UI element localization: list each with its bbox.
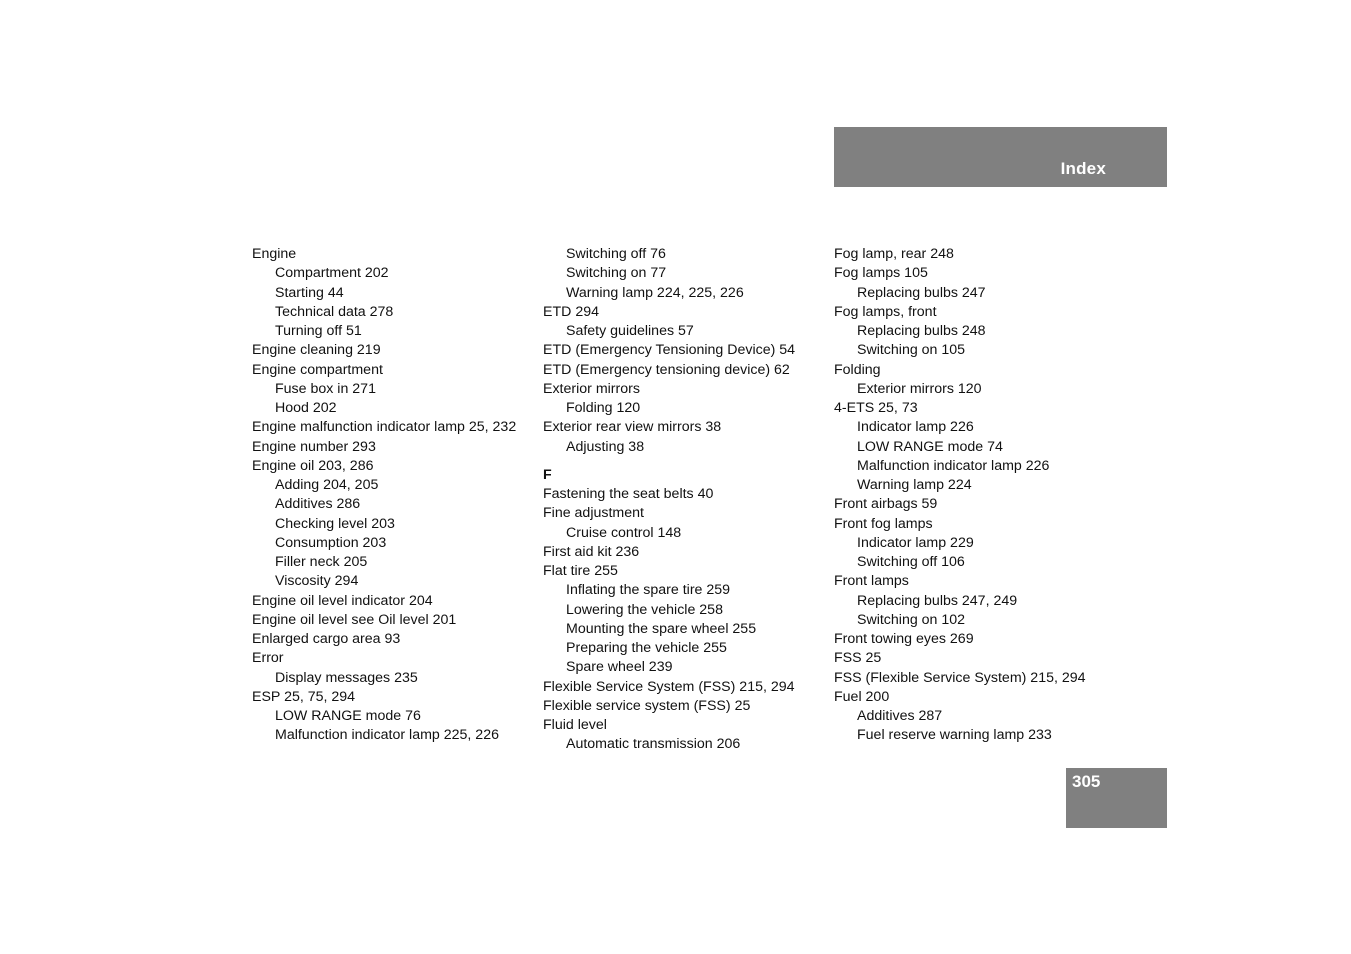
index-entry: ETD (Emergency tensioning device) 62	[543, 361, 790, 378]
index-subentry: Folding 120	[566, 400, 641, 416]
index-column-1	[252, 245, 540, 746]
index-subentry: Cruise control 148	[566, 524, 682, 541]
index-letter-heading: F	[543, 466, 552, 483]
index-entry: Engine oil 203, 286	[252, 457, 374, 474]
index-subentry: Replacing bulbs 247	[857, 284, 986, 301]
index-subentry: Replacing bulbs 248	[857, 323, 986, 339]
index-subentry: Switching off 76	[566, 246, 666, 262]
index-entry: Engine malfunction indicator lamp 25, 232	[252, 419, 517, 436]
index-entry: ETD 294	[543, 303, 599, 320]
index-subentry: LOW RANGE mode 76	[275, 708, 421, 724]
index-entry: Flexible service system (FSS) 25	[543, 697, 751, 714]
index-subentry: Malfunction indicator lamp 225, 226	[275, 727, 499, 744]
index-entry: Engine oil level indicator 204	[252, 592, 433, 609]
index-entry: Fuel 200	[834, 688, 890, 705]
index-subentry: Adjusting 38	[566, 438, 645, 455]
index-entry: ETD (Emergency Tensioning Device) 54	[543, 342, 796, 359]
index-subentry: Checking level 203	[275, 515, 395, 532]
index-entry: Flexible Service System (FSS) 215, 294	[543, 678, 795, 695]
index-subentry: Additives 286	[275, 496, 361, 513]
index-subentry: Adding 204, 205	[275, 477, 379, 493]
index-entry: Front fog lamps	[834, 515, 933, 532]
index-subentry: Malfunction indicator lamp 226	[857, 457, 1050, 474]
index-entry: Engine cleaning 219	[252, 342, 381, 359]
index-entry: Engine number 293	[252, 438, 376, 455]
page-number-tab	[1066, 768, 1167, 828]
index-entry: Fog lamp, rear 248	[834, 246, 954, 262]
index-subentry: Switching on 105	[857, 342, 966, 359]
section-title: Index	[1060, 159, 1106, 178]
index-column-2	[543, 245, 831, 755]
index-entry: Folding	[834, 361, 881, 378]
index-entry: Enlarged cargo area 93	[252, 631, 401, 647]
index-subentry: Switching on 77	[566, 265, 667, 282]
index-subentry: Indicator lamp 229	[857, 534, 974, 551]
index-subentry: Spare wheel 239	[566, 659, 673, 676]
index-subentry: Inflating the spare tire 259	[566, 582, 731, 599]
index-subentry: Additives 287	[857, 708, 943, 724]
index-subentry: Switching on 102	[857, 611, 966, 628]
index-entry: Engine	[252, 246, 297, 262]
index-entry: ESP 25, 75, 294	[252, 688, 356, 705]
index-subentry: Automatic transmission 206	[566, 736, 741, 753]
index-subentry: Replacing bulbs 247, 249	[857, 592, 1018, 609]
index-subentry: Exterior mirrors 120	[857, 380, 982, 397]
index-entry: Fog lamps 105	[834, 265, 928, 282]
index-entry: Fastening the seat belts 40	[543, 486, 714, 502]
index-entry: Fluid level	[543, 717, 607, 733]
index-subentry: Mounting the spare wheel 255	[566, 620, 757, 637]
index-subentry: Fuel reserve warning lamp 233	[857, 727, 1052, 744]
index-entry: FSS 25	[834, 650, 882, 667]
index-entry: FSS (Flexible Service System) 215, 294	[834, 669, 1086, 686]
index-subentry: Starting 44	[275, 284, 344, 301]
index-subentry: Turning off 51	[275, 323, 362, 339]
index-subentry: Technical data 278	[275, 303, 394, 320]
index-subentry: Indicator lamp 226	[857, 419, 974, 436]
index-entry: Exterior rear view mirrors 38	[543, 419, 722, 436]
index-entry: First aid kit 236	[543, 543, 640, 560]
index-subentry: LOW RANGE mode 74	[857, 438, 1003, 455]
index-entry: Engine oil level see Oil level 201	[252, 611, 457, 628]
index-entry: Front lamps	[834, 573, 909, 590]
index-entry: 4-ETS 25, 73	[834, 400, 918, 416]
index-subentry: Display messages 235	[275, 669, 418, 686]
index-subentry: Warning lamp 224, 225, 226	[566, 284, 744, 301]
index-subentry: Safety guidelines 57	[566, 323, 694, 339]
index-entry: Flat tire 255	[543, 563, 618, 579]
index-subentry: Preparing the vehicle 255	[566, 640, 727, 656]
index-entry: Fine adjustment	[543, 505, 644, 522]
index-column-3	[834, 245, 1122, 746]
index-subentry: Lowering the vehicle 258	[566, 601, 723, 618]
index-entry: Front towing eyes 269	[834, 631, 974, 647]
page-number: 305	[1072, 772, 1101, 791]
section-header-tab	[834, 127, 1167, 187]
index-subentry: Warning lamp 224	[857, 477, 972, 493]
index-subentry: Hood 202	[275, 400, 337, 416]
index-subentry: Consumption 203	[275, 534, 387, 551]
index-entry: Fog lamps, front	[834, 303, 937, 320]
index-subentry: Filler neck 205	[275, 554, 368, 570]
index-subentry: Fuse box in 271	[275, 380, 376, 397]
index-entry: Exterior mirrors	[543, 380, 640, 397]
index-subentry: Switching off 106	[857, 554, 965, 570]
index-subentry: Compartment 202	[275, 265, 389, 282]
index-entry: Error	[252, 650, 284, 667]
index-entry: Front airbags 59	[834, 496, 938, 513]
index-subentry: Viscosity 294	[275, 573, 359, 590]
index-entry: Engine compartment	[252, 361, 383, 378]
